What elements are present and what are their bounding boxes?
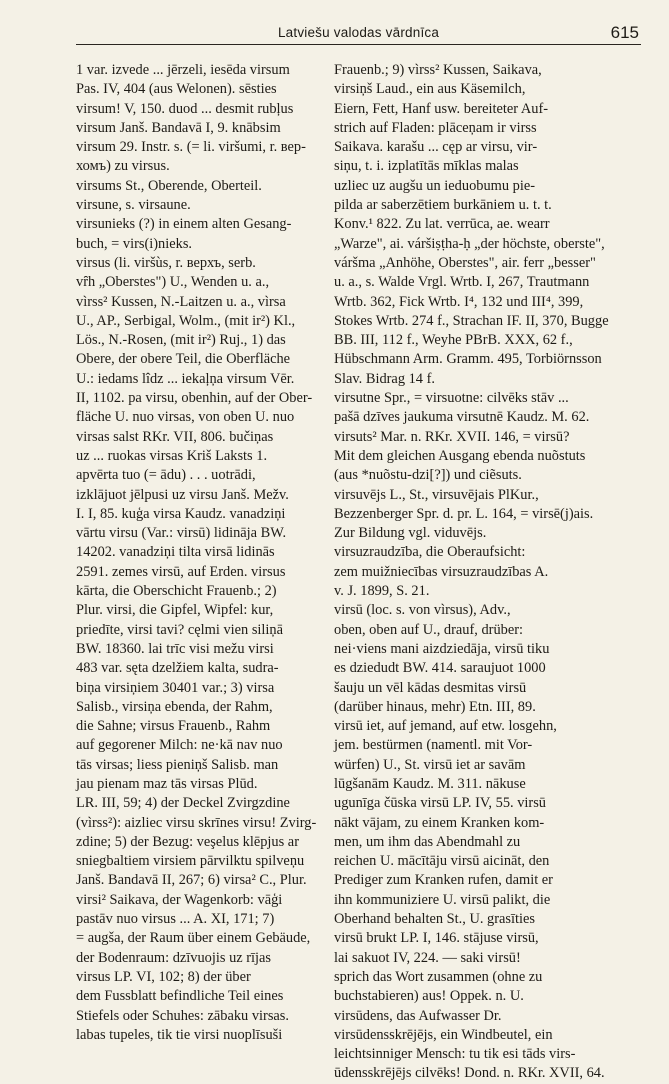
text-line: buch, = virs(i)nieks.: [76, 235, 193, 252]
text-line: men, um ihm das Abendmahl zu: [334, 833, 521, 850]
text-line: lai sakuot IV, 224. — saki virsū!: [334, 949, 521, 966]
text-line: pašā dzīves jaukuma virsutnē Kaudz. M. 62.: [334, 409, 590, 426]
text-line: siņu, t. i. izplatītās mīklas malas: [334, 158, 519, 175]
text-line: zdine; 5) der Bezug: veşelus klēpjus ar: [76, 833, 299, 850]
text-line: tās virsas; liess pieniņš Salisb. man: [76, 756, 279, 773]
text-line: ugunīga čūska virsū LP. IV, 55. virsū: [334, 795, 546, 812]
text-line: Hübschmann Arm. Gramm. 495, Torbiörnsson: [334, 351, 602, 368]
text-line: virsū (loc. s. von vìrsus), Adv.,: [334, 602, 511, 619]
text-line: U., AP., Serbigal, Wolm., (mit ir²) Kl.,: [76, 312, 296, 329]
text-line: virsū brukt LP. I, 146. stājuse virsū,: [334, 930, 539, 947]
text-line: Bezzenberger Spr. d. pr. L. 164, = virsē(j)ais.: [334, 505, 594, 522]
text-line: 14202. vanadziņi tilta virsā lidinās: [76, 544, 275, 561]
text-line: šauju un vēl kādas desmitas virsū: [334, 679, 527, 696]
text-line: nākt vājam, zu einem Kranken kom-: [334, 814, 545, 831]
text-line: Prediger zum Kranken rufen, damit er: [334, 872, 553, 889]
text-line: virsum 29. Instr. s. (= li. viršumi, r. вер-: [76, 139, 306, 156]
text-line: ūdensskrējējs cilvēks! Dond. n. RKr. XVII, 64.: [334, 1065, 605, 1082]
text-line: vȓh „Oberstes") U., Wenden u. a.,: [76, 274, 270, 291]
text-line: zem muižniecības virsuzraudzības A.: [334, 563, 549, 580]
text-line: váršma „Anhöhe, Oberstes", air. ferr „besser": [334, 254, 596, 271]
text-line: virsus LP. VI, 102; 8) der über: [76, 968, 251, 985]
text-line: Saikava. karašu ... cęp ar virsu, vir-: [334, 139, 538, 156]
text-line: virsas salst RKr. VII, 806. bučiņas: [76, 428, 274, 445]
text-line: reichen U. mācītāju virsū aicināt, den: [334, 853, 550, 870]
text-line: virsuvējs L., St., virsuvējais PlKur.,: [334, 486, 539, 503]
text-line: auf gegorener Milch: ne·kā nav nuo: [76, 737, 283, 754]
text-line: Mit dem gleichen Ausgang ebenda nuõstuts: [334, 447, 586, 464]
page-number: 615: [610, 23, 639, 42]
text-line: 2591. zemes virsū, auf Erden. virsus: [76, 563, 286, 580]
text-line: virsum Janš. Bandavā I, 9. knābsim: [76, 119, 281, 136]
text-line: Wrtb. 362, Fick Wrtb. I⁴, 132 und III⁴, 399,: [334, 293, 584, 310]
text-line: virsus (li. viršùs, r. верхъ, serb.: [76, 254, 256, 271]
text-line: Eiern, Fett, Hanf usw. bereiteter Auf-: [334, 100, 549, 117]
text-line: 483 var. sęta dzelžiem kalta, sudra-: [76, 660, 279, 677]
text-line: apvērta tuo (= ādu) . . . uotrādi,: [76, 467, 256, 484]
text-line: izklājuot jēlpusi uz virsu Janš. Mežv.: [76, 486, 289, 503]
text-line: virsūdensskrējējs, ein Windbeutel, ein: [334, 1026, 553, 1043]
text-line: priedīte, virsi tavi? cęlmi vien siliņā: [76, 621, 284, 638]
text-line: Plur. virsi, die Gipfel, Wipfel: kur,: [76, 602, 274, 619]
text-line: fläche U. nuo virsas, von oben U. nuo: [76, 409, 295, 426]
text-line: 1 var. izvede ... jērzeli, iesēda virsum: [76, 62, 290, 78]
text-line: jem. bestürmen (namentl. mit Vor-: [334, 737, 533, 754]
text-line: dem Fussblatt befindliche Teil eines: [76, 988, 284, 1005]
text-line: Obere, der obere Teil, die Oberfläche: [76, 351, 291, 368]
text-line: oben, oben auf U., drauf, drüber:: [334, 621, 524, 638]
text-line: virsums St., Oberende, Oberteil.: [76, 177, 262, 194]
text-line: die Sahne; virsus Frauenb., Rahm: [76, 718, 271, 735]
text-line: U.: iedams lîdz ... iekaļņa virsum Vēr.: [76, 370, 295, 387]
text-line: virsunieks (?) in einem alten Gesang-: [76, 216, 292, 233]
text-line: kārta, die Oberschicht Frauenb.; 2): [76, 583, 277, 600]
text-line: sprich das Wort zusammen (ohne zu: [334, 968, 543, 985]
text-line: (vìrss²): aizliec virsu skrīnes virsu! Zvirg-: [76, 814, 317, 831]
text-line: „Warze", ai. váršiṣṭha-ḥ „der höchste, oberste",: [334, 235, 605, 252]
text-line: jau pienam maz tās virsas Plūd.: [76, 775, 258, 792]
text-line: biņa virsiņiem 30401 var.; 3) virsa: [76, 679, 275, 696]
text-line: würfen) U., St. virsū iet ar savām: [334, 756, 526, 773]
text-line: Pas. IV, 404 (aus Welonen). sēsties: [76, 81, 277, 98]
text-line: lūgšanām Kaudz. M. 311. nākuse: [334, 775, 526, 792]
text-line: sniegbaltiem virsiem pārvilktu spilveņu: [76, 853, 305, 870]
text-line: es dziedudt BW. 414. saraujuot 1000: [334, 660, 546, 677]
text-line: pilda ar saberzētiem burkāniem u. t. t.: [334, 197, 552, 214]
text-line: vìrss² Kussen, N.-Laitzen u. a., vìrsa: [76, 293, 286, 310]
text-line: virsūdens, das Aufwasser Dr.: [334, 1007, 502, 1024]
text-line: vārtu virsu (Var.: virsū) lidināja BW.: [76, 525, 287, 542]
text-line: der Bodenraum: dzīvuojis uz rījas: [76, 949, 272, 966]
page-title: Latviešu valodas vārdnīca: [277, 25, 440, 40]
text-line: virsuzraudzība, die Oberaufsicht:: [334, 544, 526, 561]
text-line: (aus *nuõstu-dzi[?]) und ciẽsuts.: [334, 467, 522, 484]
text-line: Stokes Wrtb. 274 f., Strachan IF. II, 370, Bugge: [334, 312, 609, 329]
text-line: uz ... ruokas virsas Kriš Laksts 1.: [76, 447, 268, 464]
text-line: virsum! V, 150. duod ... desmit rubļus: [76, 100, 294, 117]
text-line: Salisb., virsiņa ebenda, der Rahm,: [76, 698, 273, 715]
text-line: Konv.¹ 822. Zu lat. verrūca, ae. wearr: [334, 216, 550, 233]
text-line: virsi² Saikava, der Wagenkorb: vāģi: [76, 891, 283, 908]
text-line: Oberhand behalten St., U. grasīties: [334, 911, 536, 928]
text-line: LR. III, 59; 4) der Deckel Zvirgzdine: [76, 795, 290, 812]
text-line: II, 1102. pa virsu, obenhin, auf der Ober-: [76, 390, 313, 407]
text-line: хомъ) zu virsus.: [76, 158, 170, 175]
text-line: ihn kommuniziere U. virsū palikt, die: [334, 891, 551, 908]
text-line: = augša, der Raum über einem Gebäude,: [76, 930, 311, 947]
right-column: [334, 61, 624, 1082]
text-line: (darüber hinaus, mehr) Etn. III, 89.: [334, 698, 536, 715]
text-line: Stiefels oder Schuhes: zābaku virsas.: [76, 1007, 290, 1024]
text-line: Lös., N.-Rosen, (mit ir²) Ruj., 1) das: [76, 332, 286, 349]
text-line: nei·viens mani aizdziedāja, virsū tiku: [334, 640, 550, 657]
text-line: BW. 18360. lai trīc visi mežu virsi: [76, 640, 274, 657]
left-column: [76, 61, 360, 1043]
text-line: leichtsinniger Mensch: tu tik esi tāds virs-: [334, 1046, 576, 1063]
text-line: Zur Bildung vgl. viduvējs.: [334, 525, 487, 542]
text-line: virsutne Spr., = virsuotne: cilvēks stāv ...: [334, 390, 569, 407]
text-line: BB. III, 112 f., Weyhe PBrB. XXX, 62 f.,: [334, 332, 573, 349]
text-line: Frauenb.; 9) vìrss² Kussen, Saikava,: [334, 62, 542, 78]
text-line: Slav. Bidrag 14 f.: [334, 370, 435, 387]
text-line: labas tupeles, tik tie virsi nuoplīsuši: [76, 1026, 283, 1043]
text-line: pastāv nuo virsus ... A. XI, 171; 7): [76, 911, 275, 928]
text-line: I. I, 85. kuģa virsa Kaudz. vanadziņi: [76, 505, 286, 522]
text-line: Janš. Bandavā II, 267; 6) virsa² C., Plur.: [76, 872, 307, 889]
text-line: v. J. 1899, S. 21.: [334, 583, 430, 600]
text-line: virsuts² Mar. n. RKr. XVII. 146, = virsū?: [334, 428, 570, 445]
running-head: [76, 22, 641, 45]
text-line: uzliec uz augšu un ieduobumu pie-: [334, 177, 536, 194]
text-line: virsune, s. virsaune.: [76, 197, 191, 214]
text-line: virsiņš Laud., ein aus Käsemilch,: [334, 81, 526, 98]
text-line: u. a., s. Walde Vrgl. Wrtb. I, 267, Trautmann: [334, 274, 590, 291]
text-line: strich auf Fladen: plāceņam ir virss: [334, 119, 537, 136]
text-line: buchstabieren) aus! Oppek. n. U.: [334, 988, 524, 1005]
text-line: virsū iet, auf jemand, auf etw. losgehn,: [334, 718, 557, 735]
